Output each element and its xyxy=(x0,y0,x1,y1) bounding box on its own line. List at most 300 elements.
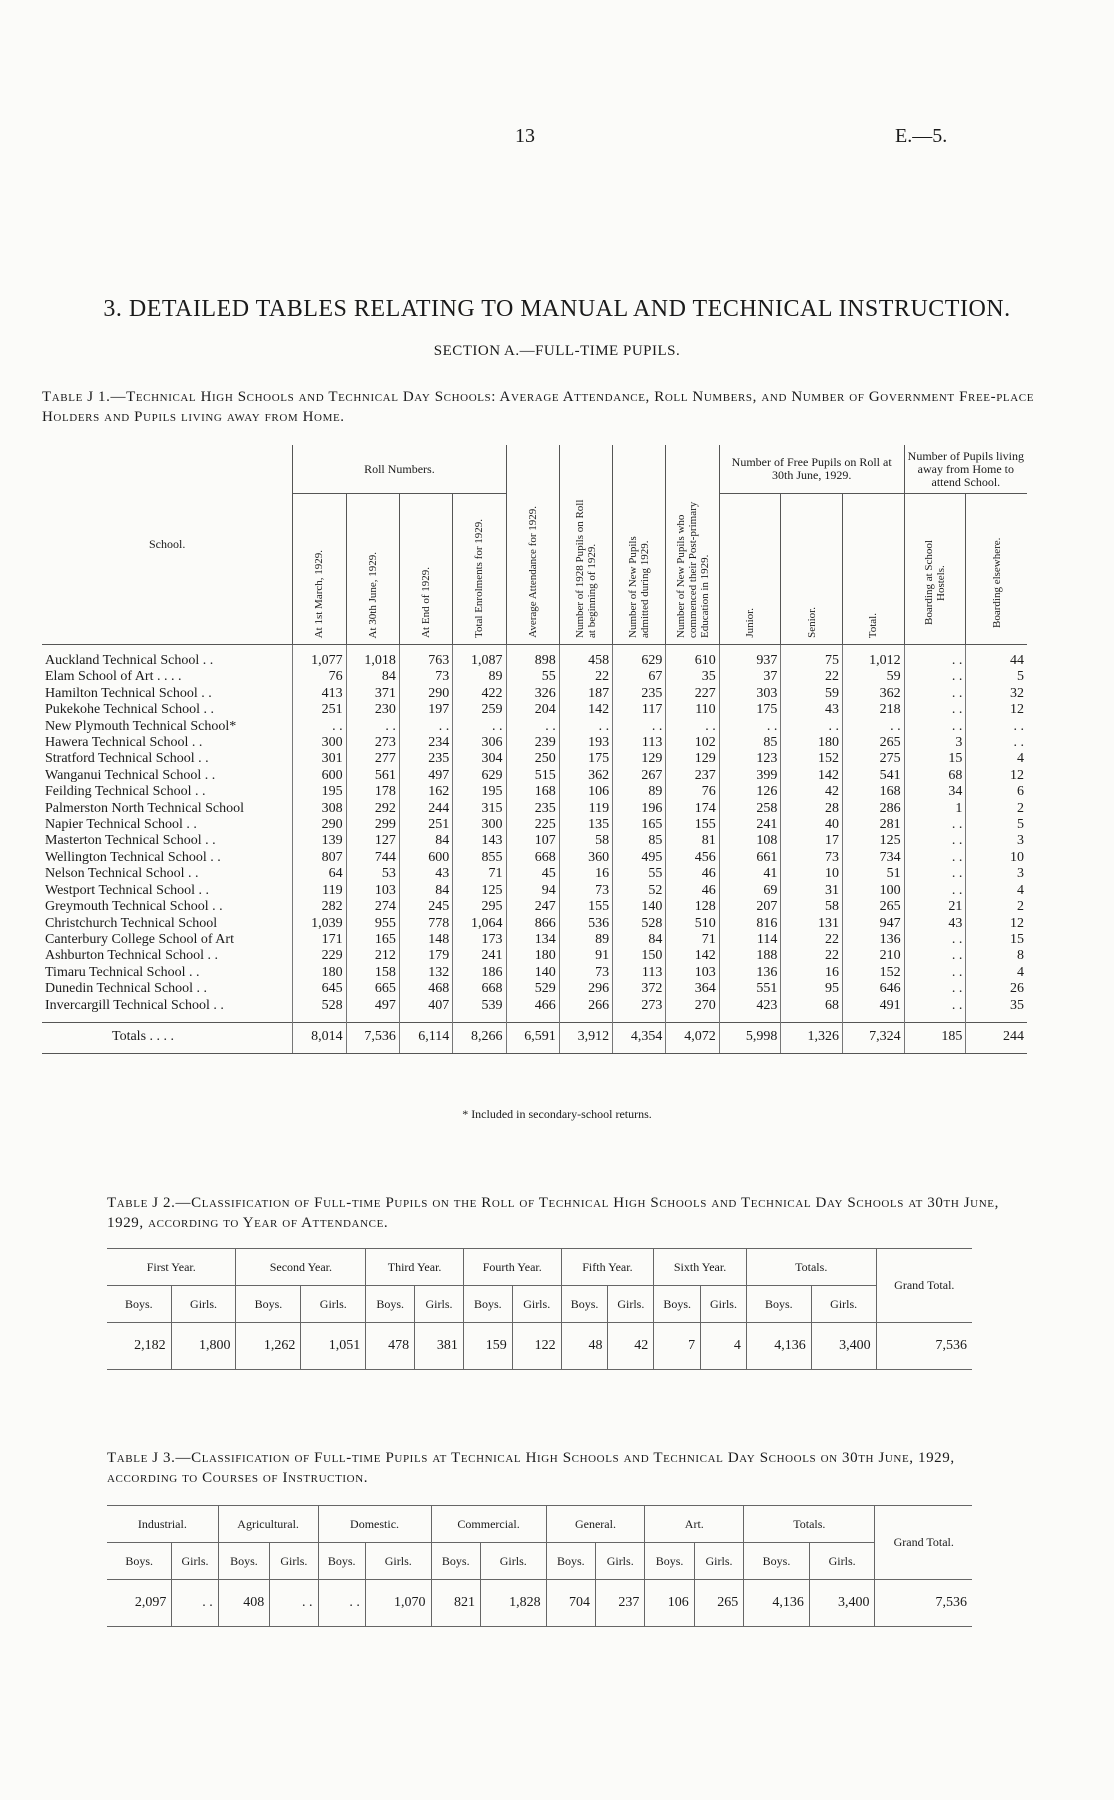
table-cell: 84 xyxy=(346,669,399,685)
table-cell: 84 xyxy=(399,883,452,899)
table-cell: 778 xyxy=(399,916,452,932)
table-cell: 45 xyxy=(506,866,559,882)
table-cell: 265 xyxy=(694,1580,743,1627)
spacer-cell xyxy=(399,645,452,654)
table-cell: 8 xyxy=(966,948,1027,964)
group-header: Third Year. xyxy=(366,1249,464,1286)
table-cell: 372 xyxy=(613,981,666,997)
table-cell: 110 xyxy=(666,702,719,718)
table-cell: 235 xyxy=(613,686,666,702)
table-cell: 610 xyxy=(666,653,719,669)
table-cell: 229 xyxy=(293,948,346,964)
table-cell: 69 xyxy=(719,883,781,899)
table-cell: 35 xyxy=(966,998,1027,1014)
school-name: Elam School of Art . . . . xyxy=(45,669,182,685)
table-cell: 301 xyxy=(293,751,346,767)
table-cell: 4 xyxy=(966,965,1027,981)
table-cell: 42 xyxy=(781,784,843,800)
spacer-cell xyxy=(904,1014,966,1023)
group-header: Fifth Year. xyxy=(561,1249,654,1286)
table-cell: 12 xyxy=(966,768,1027,784)
totals-cell: 7,536 xyxy=(346,1022,399,1053)
table-cell: 2 xyxy=(966,801,1027,817)
table-cell: 158 xyxy=(346,965,399,981)
spacer-cell xyxy=(453,1014,506,1023)
table-cell: 816 xyxy=(719,916,781,932)
table-row xyxy=(42,653,1027,669)
boys-header: Boys. xyxy=(746,1286,811,1323)
table-row xyxy=(107,1580,972,1627)
table-cell: 2,097 xyxy=(107,1580,172,1627)
table-cell: 22 xyxy=(781,948,843,964)
table-cell: 495 xyxy=(613,850,666,866)
header-roll-end: At End of 1929. xyxy=(399,494,452,645)
school-name: Timaru Technical School . . xyxy=(45,964,200,980)
header-1928-pupils: Number of 1928 Pupils on Roll at beginning of 1929. xyxy=(559,445,612,645)
spacer-cell xyxy=(559,1014,612,1023)
table-cell: 152 xyxy=(781,751,843,767)
header-senior: Senior. xyxy=(781,494,843,645)
table-cell: 668 xyxy=(453,981,506,997)
school-name: Feilding Technical School . . xyxy=(45,784,206,800)
school-name: Wanganui Technical School . . xyxy=(45,767,216,783)
grand-total-header: Grand Total. xyxy=(875,1506,972,1580)
spacer-cell xyxy=(42,645,293,654)
spacer-cell xyxy=(613,1014,666,1023)
table-row xyxy=(42,833,1027,849)
table-cell: 1,828 xyxy=(480,1580,546,1627)
table-row xyxy=(42,801,1027,817)
table-cell: 155 xyxy=(559,899,612,915)
header-roll-group: Roll Numbers. xyxy=(293,445,506,494)
table-cell: 48 xyxy=(561,1323,608,1370)
table-cell: 165 xyxy=(346,932,399,948)
table-cell: . . xyxy=(904,850,966,866)
table-row xyxy=(107,1323,972,1370)
group-header: Agricultural. xyxy=(218,1506,318,1543)
table-cell: 76 xyxy=(666,784,719,800)
table-cell: 67 xyxy=(613,669,666,685)
table-cell: 207 xyxy=(719,899,781,915)
group-header: Domestic. xyxy=(318,1506,431,1543)
table-cell: 237 xyxy=(595,1580,644,1627)
table-cell: 1,039 xyxy=(293,916,346,932)
table-j1-caption xyxy=(42,387,1074,427)
table-cell: 423 xyxy=(719,998,781,1014)
totals-cell: 6,591 xyxy=(506,1022,559,1053)
table-cell: . . xyxy=(613,719,666,735)
girls-header: Girls. xyxy=(512,1286,561,1323)
table-cell: 46 xyxy=(666,883,719,899)
table-cell: 408 xyxy=(218,1580,270,1627)
table-cell: 42 xyxy=(608,1323,654,1370)
table-cell: 286 xyxy=(843,801,905,817)
girls-header: Girls. xyxy=(480,1543,546,1580)
table-cell: 168 xyxy=(843,784,905,800)
boys-header: Boys. xyxy=(431,1543,480,1580)
table-cell: 168 xyxy=(506,784,559,800)
school-name: Dunedin Technical School . . xyxy=(45,981,208,997)
table-cell: 497 xyxy=(399,768,452,784)
table-cell: 53 xyxy=(346,866,399,882)
totals-cell: 7,324 xyxy=(843,1022,905,1053)
table-cell: 744 xyxy=(346,850,399,866)
boys-header: Boys. xyxy=(107,1543,172,1580)
school-name: Auckland Technical School . . xyxy=(45,653,214,668)
spacer-cell xyxy=(613,645,666,654)
document-reference: E.—5. xyxy=(895,125,948,147)
table-cell: 491 xyxy=(843,998,905,1014)
table-row xyxy=(42,751,1027,767)
table-cell: 251 xyxy=(399,817,452,833)
table-cell: 807 xyxy=(293,850,346,866)
table-cell: 468 xyxy=(399,981,452,997)
table-cell: 204 xyxy=(506,702,559,718)
table-cell: 16 xyxy=(781,965,843,981)
table-cell: 123 xyxy=(719,751,781,767)
header-total-enrolments: Total Enrolments for 1929. xyxy=(453,494,506,645)
table-cell: 150 xyxy=(613,948,666,964)
table-cell: 245 xyxy=(399,899,452,915)
table-cell: 100 xyxy=(843,883,905,899)
table-cell: 258 xyxy=(719,801,781,817)
table-cell: 290 xyxy=(293,817,346,833)
boys-header: Boys. xyxy=(236,1286,301,1323)
table-cell: 3,400 xyxy=(809,1580,875,1627)
table-cell: 277 xyxy=(346,751,399,767)
header-new-pupils: Number of New Pupils admitted during 1929. xyxy=(613,445,666,645)
table-row xyxy=(42,948,1027,964)
spacer-cell xyxy=(904,645,966,654)
table-cell: 113 xyxy=(613,965,666,981)
spacer-cell xyxy=(966,1014,1027,1023)
table-cell: 142 xyxy=(666,948,719,964)
table-cell: . . xyxy=(904,965,966,981)
table-row xyxy=(42,719,1027,735)
table-cell: 91 xyxy=(559,948,612,964)
table-cell: . . xyxy=(904,883,966,899)
table-row xyxy=(42,899,1027,915)
table-cell: 41 xyxy=(719,866,781,882)
totals-cell: 3,912 xyxy=(559,1022,612,1053)
table-cell: 175 xyxy=(719,702,781,718)
table-cell: 22 xyxy=(781,932,843,948)
table-cell: 196 xyxy=(613,801,666,817)
table-cell: 15 xyxy=(904,751,966,767)
girls-header: Girls. xyxy=(595,1543,644,1580)
table-cell: 32 xyxy=(966,686,1027,702)
table-cell: 3 xyxy=(966,833,1027,849)
school-name: Pukekohe Technical School . . xyxy=(45,702,215,718)
table-cell: 73 xyxy=(559,883,612,899)
table-cell: 300 xyxy=(293,735,346,751)
school-name: Westport Technical School . . xyxy=(45,882,210,898)
boys-header: Boys. xyxy=(744,1543,810,1580)
girls-header: Girls. xyxy=(608,1286,654,1323)
table-cell: 59 xyxy=(843,669,905,685)
spacer-cell xyxy=(346,645,399,654)
table-cell: 282 xyxy=(293,899,346,915)
table-cell: 536 xyxy=(559,916,612,932)
table-cell: 273 xyxy=(613,998,666,1014)
table-cell: 362 xyxy=(843,686,905,702)
group-header: Second Year. xyxy=(236,1249,366,1286)
group-header: Industrial. xyxy=(107,1506,218,1543)
table-cell: . . xyxy=(966,735,1027,751)
table-cell: 26 xyxy=(966,981,1027,997)
table-cell: 273 xyxy=(346,735,399,751)
table-cell: 21 xyxy=(904,899,966,915)
table-cell: 174 xyxy=(666,801,719,817)
table-cell: . . xyxy=(453,719,506,735)
school-name: Canterbury College School of Art xyxy=(45,931,234,947)
table-j2-label: Table J 2. xyxy=(107,1195,176,1211)
group-header: Commercial. xyxy=(431,1506,546,1543)
table-cell: 89 xyxy=(613,784,666,800)
girls-header: Girls. xyxy=(701,1286,747,1323)
table-cell: 89 xyxy=(559,932,612,948)
school-name: Christchurch Technical School xyxy=(45,915,218,931)
group-header: First Year. xyxy=(107,1249,236,1286)
boys-header: Boys. xyxy=(546,1543,595,1580)
table-j3-label: Table J 3. xyxy=(107,1450,176,1466)
table-cell: . . xyxy=(904,948,966,964)
girls-header: Girls. xyxy=(172,1543,218,1580)
header-away-group: Number of Pupils living away from Home to attend School. xyxy=(904,445,1027,494)
table-cell: 102 xyxy=(666,735,719,751)
table-cell: 1,077 xyxy=(293,653,346,669)
table-row xyxy=(42,702,1027,718)
table-j3-caption xyxy=(107,1448,1007,1488)
table-cell: . . xyxy=(506,719,559,735)
table-cell: . . xyxy=(666,719,719,735)
table-cell: 855 xyxy=(453,850,506,866)
table-cell: 303 xyxy=(719,686,781,702)
table-cell: . . xyxy=(904,833,966,849)
table-cell: 5 xyxy=(966,817,1027,833)
table-cell: 250 xyxy=(506,751,559,767)
table-cell: 4 xyxy=(966,883,1027,899)
table-cell: 898 xyxy=(506,653,559,669)
table-cell: 22 xyxy=(559,669,612,685)
table-cell: 4,136 xyxy=(744,1580,810,1627)
table-cell: 152 xyxy=(843,965,905,981)
girls-header: Girls. xyxy=(365,1543,431,1580)
table-cell: 135 xyxy=(559,817,612,833)
table-cell: . . xyxy=(172,1580,218,1627)
footnote: * Included in secondary-school returns. xyxy=(462,1107,652,1121)
table-cell: 68 xyxy=(904,768,966,784)
table-cell: 128 xyxy=(666,899,719,915)
table-row xyxy=(42,981,1027,997)
spacer-cell xyxy=(781,645,843,654)
totals-cell: 6,114 xyxy=(399,1022,452,1053)
table-cell: 193 xyxy=(559,735,612,751)
table-cell: 235 xyxy=(399,751,452,767)
table-cell: 84 xyxy=(399,833,452,849)
table-cell: 266 xyxy=(559,998,612,1014)
table-cell: 5 xyxy=(966,669,1027,685)
totals-cell: 5,998 xyxy=(719,1022,781,1053)
table-cell: 73 xyxy=(559,965,612,981)
boys-header: Boys. xyxy=(318,1543,365,1580)
table-cell: 159 xyxy=(463,1323,512,1370)
group-header: Sixth Year. xyxy=(654,1249,747,1286)
group-header: General. xyxy=(546,1506,645,1543)
header-hostels: Boarding at School Hostels. xyxy=(904,494,966,645)
girls-header: Girls. xyxy=(809,1543,875,1580)
table-cell: 71 xyxy=(453,866,506,882)
table-cell: 4 xyxy=(701,1323,747,1370)
table-cell: 40 xyxy=(781,817,843,833)
table-cell: 52 xyxy=(613,883,666,899)
table-cell: 360 xyxy=(559,850,612,866)
totals-cell: 4,072 xyxy=(666,1022,719,1053)
table-cell: 308 xyxy=(293,801,346,817)
table-cell: 629 xyxy=(453,768,506,784)
spacer-cell xyxy=(666,645,719,654)
table-row xyxy=(42,916,1027,932)
grand-total-cell: 7,536 xyxy=(875,1580,972,1627)
table-cell: 296 xyxy=(559,981,612,997)
table-cell: 132 xyxy=(399,965,452,981)
table-cell: 95 xyxy=(781,981,843,997)
table-row xyxy=(42,735,1027,751)
table-cell: 125 xyxy=(453,883,506,899)
table-cell: 600 xyxy=(399,850,452,866)
table-cell: 1,051 xyxy=(301,1323,366,1370)
header-school: School. xyxy=(42,445,293,645)
table-cell: 113 xyxy=(613,735,666,751)
boys-header: Boys. xyxy=(463,1286,512,1323)
school-name: Masterton Technical School . . xyxy=(45,833,216,849)
table-cell: . . xyxy=(904,866,966,882)
table-cell: 10 xyxy=(966,850,1027,866)
spacer-cell xyxy=(781,1014,843,1023)
table-cell: 299 xyxy=(346,817,399,833)
table-cell: 734 xyxy=(843,850,905,866)
table-cell: 139 xyxy=(293,833,346,849)
table-j3-caption-text: —Classification of Full-time Pupils at Technical High Schools and Technical Day Schools on 30th June, 1929, according to Courses of Instruction. xyxy=(107,1450,955,1486)
table-row xyxy=(42,866,1027,882)
table-j2 xyxy=(107,1248,972,1370)
table-cell: 422 xyxy=(453,686,506,702)
table-cell: 1,012 xyxy=(843,653,905,669)
table-cell: 178 xyxy=(346,784,399,800)
header-roll-june: At 30th June, 1929. xyxy=(346,494,399,645)
table-cell: . . xyxy=(719,719,781,735)
table-cell: 4 xyxy=(966,751,1027,767)
spacer-cell xyxy=(453,645,506,654)
table-cell: 1,064 xyxy=(453,916,506,932)
school-name: Palmerston North Technical School xyxy=(45,800,245,816)
table-cell: . . xyxy=(904,719,966,735)
table-cell: 162 xyxy=(399,784,452,800)
table-cell: 3 xyxy=(904,735,966,751)
table-cell: 1,800 xyxy=(171,1323,236,1370)
header-free-total: Total. xyxy=(843,494,905,645)
table-cell: 267 xyxy=(613,768,666,784)
table-cell: 1,070 xyxy=(365,1580,431,1627)
table-cell: 210 xyxy=(843,948,905,964)
table-cell: 31 xyxy=(781,883,843,899)
table-cell: 947 xyxy=(843,916,905,932)
table-cell: 89 xyxy=(453,669,506,685)
table-cell: 290 xyxy=(399,686,452,702)
table-cell: 58 xyxy=(559,833,612,849)
table-cell: 668 xyxy=(506,850,559,866)
table-cell: 188 xyxy=(719,948,781,964)
table-cell: 16 xyxy=(559,866,612,882)
table-cell: 85 xyxy=(719,735,781,751)
table-cell: 17 xyxy=(781,833,843,849)
school-name: Greymouth Technical School . . xyxy=(45,899,223,915)
girls-header: Girls. xyxy=(811,1286,876,1323)
school-name: Nelson Technical School . . xyxy=(45,866,199,882)
table-cell: 241 xyxy=(719,817,781,833)
table-cell: 244 xyxy=(399,801,452,817)
table-cell: 180 xyxy=(293,965,346,981)
table-cell: 195 xyxy=(293,784,346,800)
table-j1-caption-text: —Technical High Schools and Technical Day Schools: Average Attendance, Roll Numbers, and Number of Government Free-place Holders and Pupils living away from Home. xyxy=(42,389,1035,425)
table-cell: 148 xyxy=(399,932,452,948)
spacer-cell xyxy=(42,1014,293,1023)
totals-cell: 1,326 xyxy=(781,1022,843,1053)
table-cell: 362 xyxy=(559,768,612,784)
table-row xyxy=(42,932,1027,948)
table-cell: 125 xyxy=(843,833,905,849)
table-cell: 34 xyxy=(904,784,966,800)
totals-row xyxy=(42,1022,1027,1053)
table-cell: 186 xyxy=(453,965,506,981)
table-cell: . . xyxy=(346,719,399,735)
spacer-cell xyxy=(399,1014,452,1023)
table-cell: 179 xyxy=(399,948,452,964)
girls-header: Girls. xyxy=(171,1286,236,1323)
spacer-cell xyxy=(666,1014,719,1023)
header-elsewhere: Boarding elsewhere. xyxy=(966,494,1027,645)
table-cell: . . xyxy=(270,1580,318,1627)
table-row xyxy=(42,768,1027,784)
table-cell: 3,400 xyxy=(811,1323,876,1370)
table-row xyxy=(42,998,1027,1014)
table-cell: 35 xyxy=(666,669,719,685)
table-cell: 84 xyxy=(613,932,666,948)
table-cell: 197 xyxy=(399,702,452,718)
school-name: Hamilton Technical School . . xyxy=(45,685,212,701)
table-cell: 195 xyxy=(453,784,506,800)
table-cell: 134 xyxy=(506,932,559,948)
boys-header: Boys. xyxy=(107,1286,171,1323)
table-cell: 127 xyxy=(346,833,399,849)
school-name: Stratford Technical School . . xyxy=(45,751,209,767)
table-cell: 43 xyxy=(399,866,452,882)
table-cell: 230 xyxy=(346,702,399,718)
spacer-row xyxy=(42,645,1027,654)
table-cell: 140 xyxy=(613,899,666,915)
table-cell: 187 xyxy=(559,686,612,702)
table-cell: 68 xyxy=(781,998,843,1014)
table-cell: 399 xyxy=(719,768,781,784)
table-cell: 119 xyxy=(293,883,346,899)
table-cell: 126 xyxy=(719,784,781,800)
table-cell: 629 xyxy=(613,653,666,669)
table-cell: 51 xyxy=(843,866,905,882)
girls-header: Girls. xyxy=(415,1286,464,1323)
school-name: New Plymouth Technical School* xyxy=(45,718,237,734)
table-cell: . . xyxy=(559,719,612,735)
table-cell: . . xyxy=(904,686,966,702)
